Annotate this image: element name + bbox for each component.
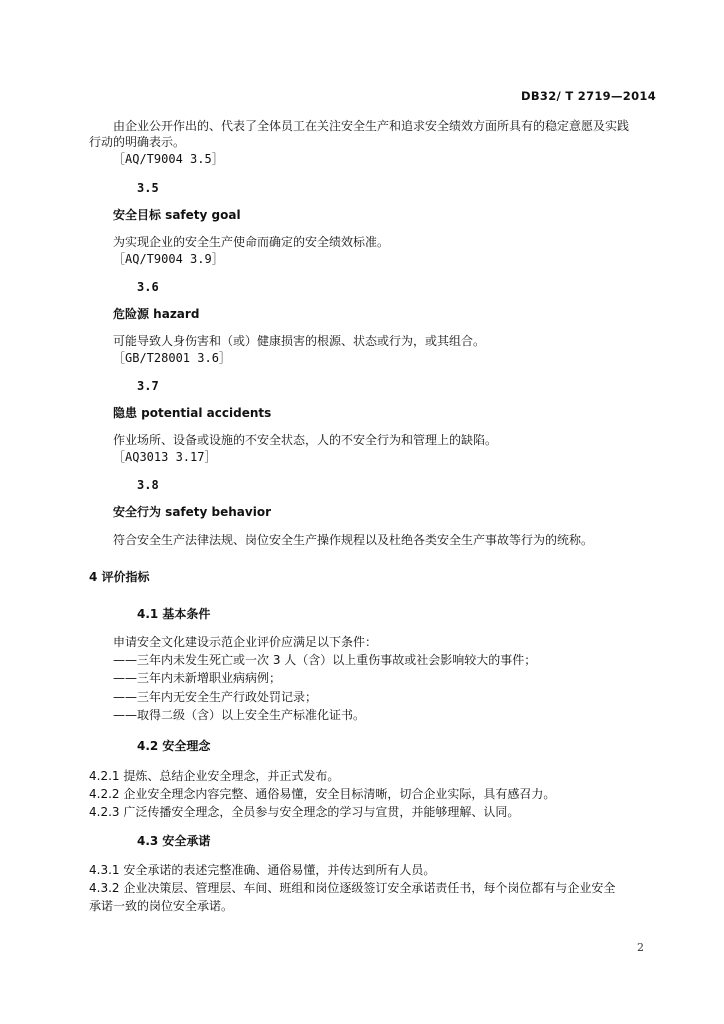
clause: 4.2.3 广泛传播安全理念，全员参与安全理念的学习与宣贯，并能够理解、认同。 (89, 805, 520, 819)
paragraph-line: 行动的明确表示。 (89, 135, 186, 149)
subsection-heading: 4.2 安全理念 (137, 739, 211, 753)
term-title: 安全目标 safety goal (113, 208, 241, 222)
term-number: 3.6 (137, 280, 159, 294)
clause: 4.2.2 企业安全理念内容完整、通俗易懂，安全目标清晰，切合企业实际，具有感召力。 (89, 787, 556, 801)
reference: ［AQ3013 3.17］ (113, 450, 217, 464)
term-definition: 为实现企业的安全生产使命而确定的安全绩效标准。 (113, 235, 390, 249)
list-item: ——取得二级（含）以上安全生产标准化证书。 (113, 708, 366, 722)
subsection-heading: 4.1 基本条件 (137, 607, 211, 621)
clause: 4.3.1 安全承诺的表述完整准确、通俗易懂，并传达到所有人员。 (89, 863, 436, 877)
list-intro: 申请安全文化建设示范企业评价应满足以下条件： (113, 635, 378, 649)
term-number: 3.7 (137, 379, 159, 393)
clause-continuation: 承诺一致的岗位安全承诺。 (89, 899, 234, 913)
term-number: 3.8 (137, 478, 159, 492)
reference: ［GB/T28001 3.6］ (113, 351, 231, 365)
document-code: DB32/ T 2719—2014 (521, 89, 656, 103)
term-definition: 可能导致人身伤害和（或）健康损害的根源、状态或行为，或其组合。 (113, 334, 486, 348)
term-title: 危险源 hazard (113, 307, 200, 321)
clause: 4.2.1 提炼、总结企业安全理念，并正式发布。 (89, 769, 340, 783)
section-heading: 4 评价指标 (89, 570, 150, 584)
subsection-heading: 4.3 安全承诺 (137, 834, 211, 848)
reference: ［AQ/T9004 3.5］ (113, 152, 224, 166)
list-item: ——三年内未新增职业病病例； (113, 671, 282, 685)
paragraph-line: 由企业公开作出的、代表了全体员工在关注安全生产和追求安全绩效方面所具有的稳定意愿及实践 (113, 119, 630, 133)
clause: 4.3.2 企业决策层、管理层、车间、班组和岗位逐级签订安全承诺责任书，每个岗位都有与企业安全 (89, 881, 616, 895)
term-definition: 符合安全生产法律法规、岗位安全生产操作规程以及杜绝各类安全生产事故等行为的统称。 (113, 533, 594, 547)
list-item: ——三年内无安全生产行政处罚记录； (113, 690, 318, 704)
term-definition: 作业场所、设备或设施的不安全状态，人的不安全行为和管理上的缺陷。 (113, 433, 498, 447)
page-number: 2 (637, 941, 644, 954)
term-number: 3.5 (137, 181, 159, 195)
term-title: 安全行为 safety behavior (113, 505, 271, 519)
reference: ［AQ/T9004 3.9］ (113, 252, 224, 266)
term-title: 隐患 potential accidents (113, 406, 272, 420)
list-item: ——三年内未发生死亡或一次 3 人（含）以上重伤事故或社会影响较大的事件； (113, 653, 537, 667)
